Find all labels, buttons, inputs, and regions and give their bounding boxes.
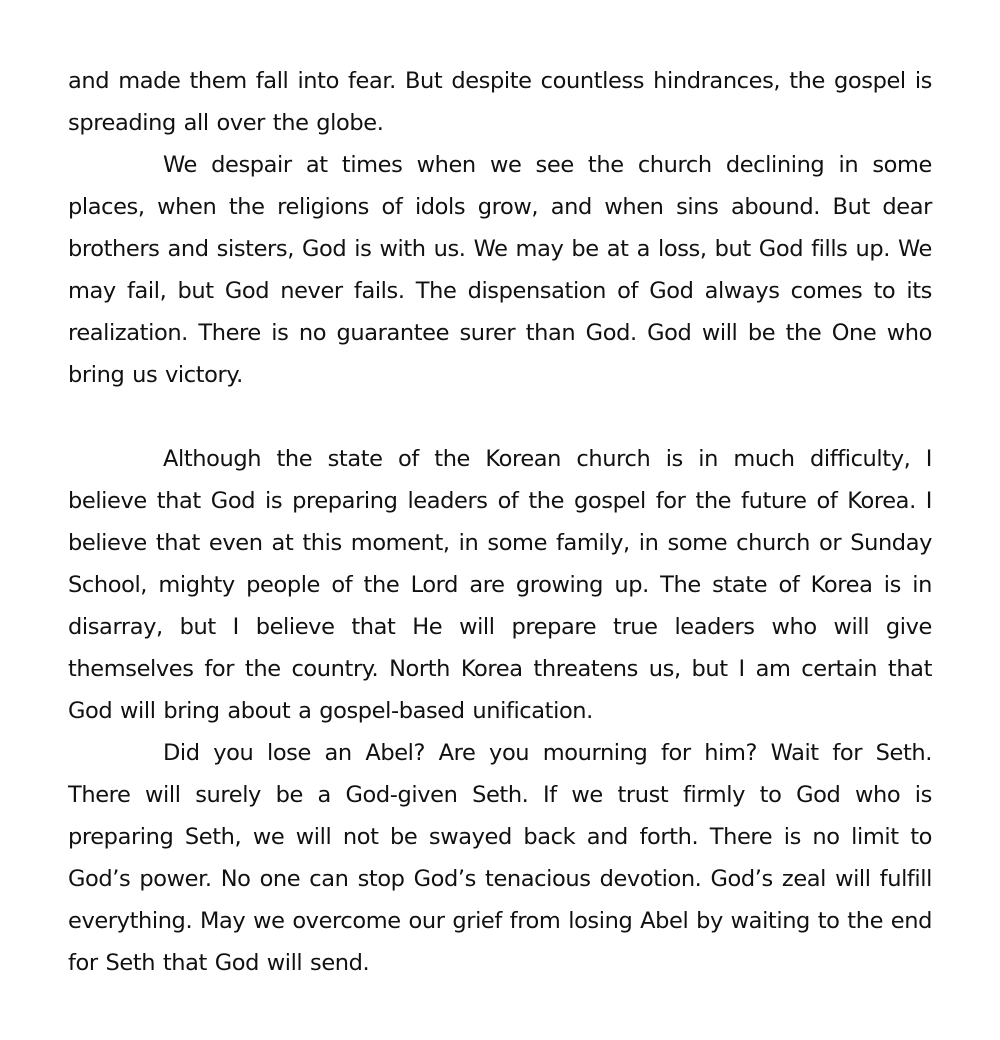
- paragraph-abel-and-seth: Did you lose an Abel? Are you mourning for him? Wait for Seth. There will surely be a God-given Seth. If we trust firmly to God who is preparing Seth, we will not be swayed back and forth. There is no limit to God’s power. No one can stop God’s tenacious devotion. God’s zeal will fulfill everything. May we overcome our grief from losing Abel by waiting to the end for Seth that God will send.: [68, 740, 932, 976]
- paragraph-continuation: and made them fall into fear. But despite countless hindrances, the gospel is spreading all over the globe.: [68, 68, 932, 136]
- paragraph-korean-church: Although the state of the Korean church is in much difficulty, I believe that God is preparing leaders of the gospel for the future of Korea. I believe that even at this moment, in some family, in some church or Sunday School, mighty people of the Lord are growing up. The state of Korea is in disarray, but I believe that He will prepare true leaders who will give themselves for the country. North Korea threatens us, but I am certain that God will bring about a gospel-based unification.: [68, 446, 932, 724]
- paragraph-god-is-with-us: We despair at times when we see the church declining in some places, when the religions of idols grow, and when sins abound. But dear brothers and sisters, God is with us. We may be at a loss, but God fills up. We may fail, but God never fails. The dispensation of God always comes to its realization. There is no guarantee surer than God. God will be the One who bring us victory.: [68, 152, 932, 388]
- paragraph-spacer: [68, 396, 932, 438]
- document-page: [68, 60, 932, 984]
